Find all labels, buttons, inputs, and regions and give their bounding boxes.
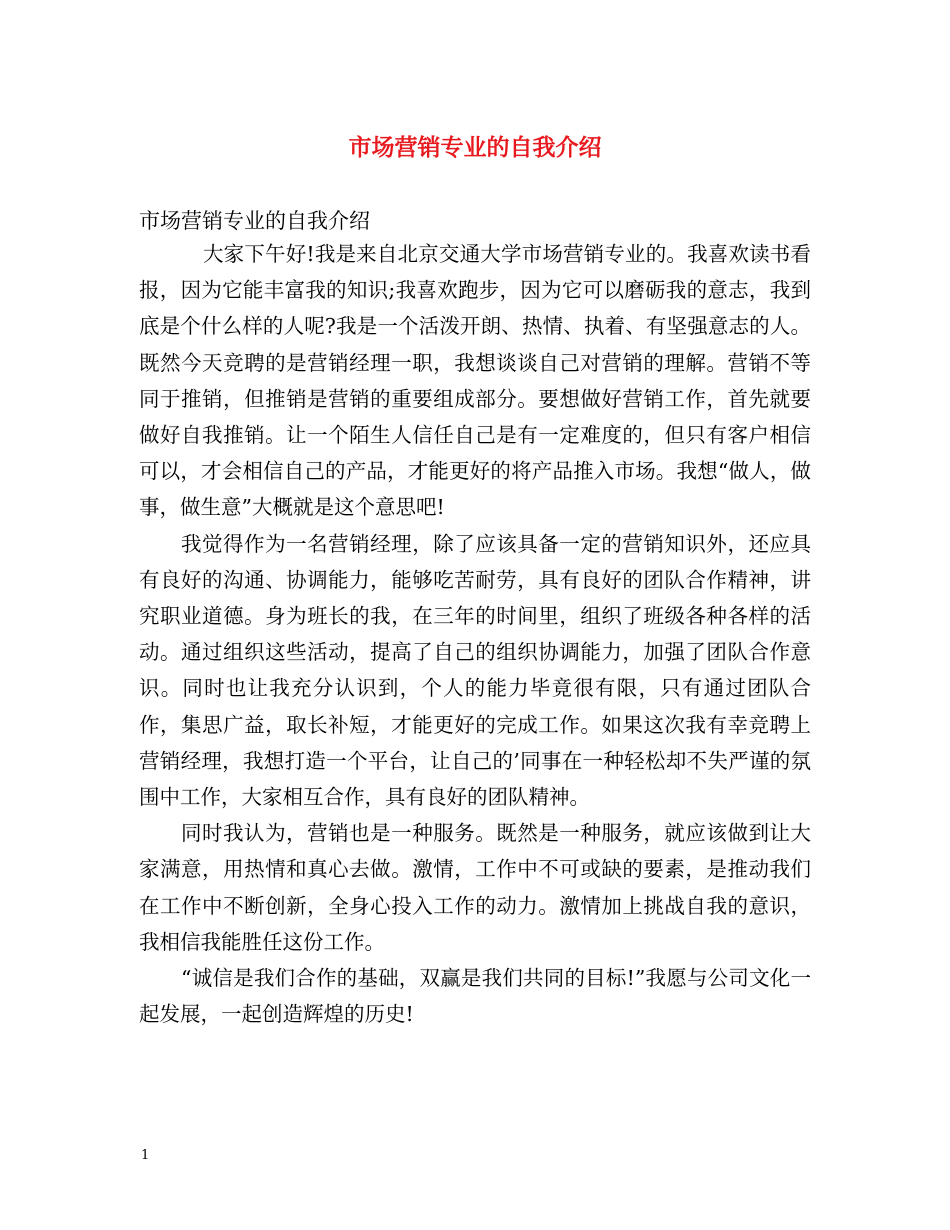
paragraph-manager-qualities: 我觉得作为一名营销经理，除了应该具备一定的营销知识外，还应具有良好的沟通、协调能力，能够吃苦耐劳，具有良好的团队合作精神，讲究职业道德。身为班长的我，在三年的时间里，组织了班级各种各样的活动。通过组织这些活动，提高了自己的组织协调能力，加强了团队合作意识。同时也让我充分认识到，个人的能力毕竟很有限，只有通过团队合作，集思广益，取长补短，才能更好的完成工作。如果这次我有幸竞聘上营销经理，我想打造一个平台，让自己的’同事在一种轻松却不失严谨的氛围中工作，大家相互合作，具有良好的团队精神。 — [139, 531, 811, 810]
document-subtitle: 市场营销专业的自我介绍 — [139, 209, 370, 233]
page-number: 1 — [141, 1148, 150, 1163]
paragraph-closing: “诚信是我们合作的基础，双赢是我们共同的目标!”我愿与公司文化一起发展，一起创造辉煌的历史! — [139, 966, 811, 1027]
paragraph-introduction: 大家下午好!我是来自北京交通大学市场营销专业的。我喜欢读书看报，因为它能丰富我的知识;我喜欢跑步，因为它可以磨砺我的意志，我到底是个什么样的人呢?我是一个活泼开朗、热情、执着、有坚强意志的人。既然今天竞聘的是营销经理一职，我想谈谈自己对营销的理解。营销不等同于推销，但推销是营销的重要组成部分。要想做好营销工作，首先就要做好自我推销。让一个陌生人信任自己是有一定难度的，但只有客户相信可以，才会相信自己的产品，才能更好的将产品推入市场。我想“做人，做事，做生意”大概就是这个意思吧! — [139, 242, 811, 520]
paragraph-service-passion: 同时我认为，营销也是一种服务。既然是一种服务，就应该做到让大家满意，用热情和真心去做。激情，工作中不可或缺的要素，是推动我们在工作中不断创新，全身心投入工作的动力。激情加上挑战自我的意识，我相信我能胜任这份工作。 — [139, 821, 811, 954]
document-body — [139, 236, 811, 1032]
document-title: 市场营销专业的自我介绍 — [348, 134, 602, 161]
